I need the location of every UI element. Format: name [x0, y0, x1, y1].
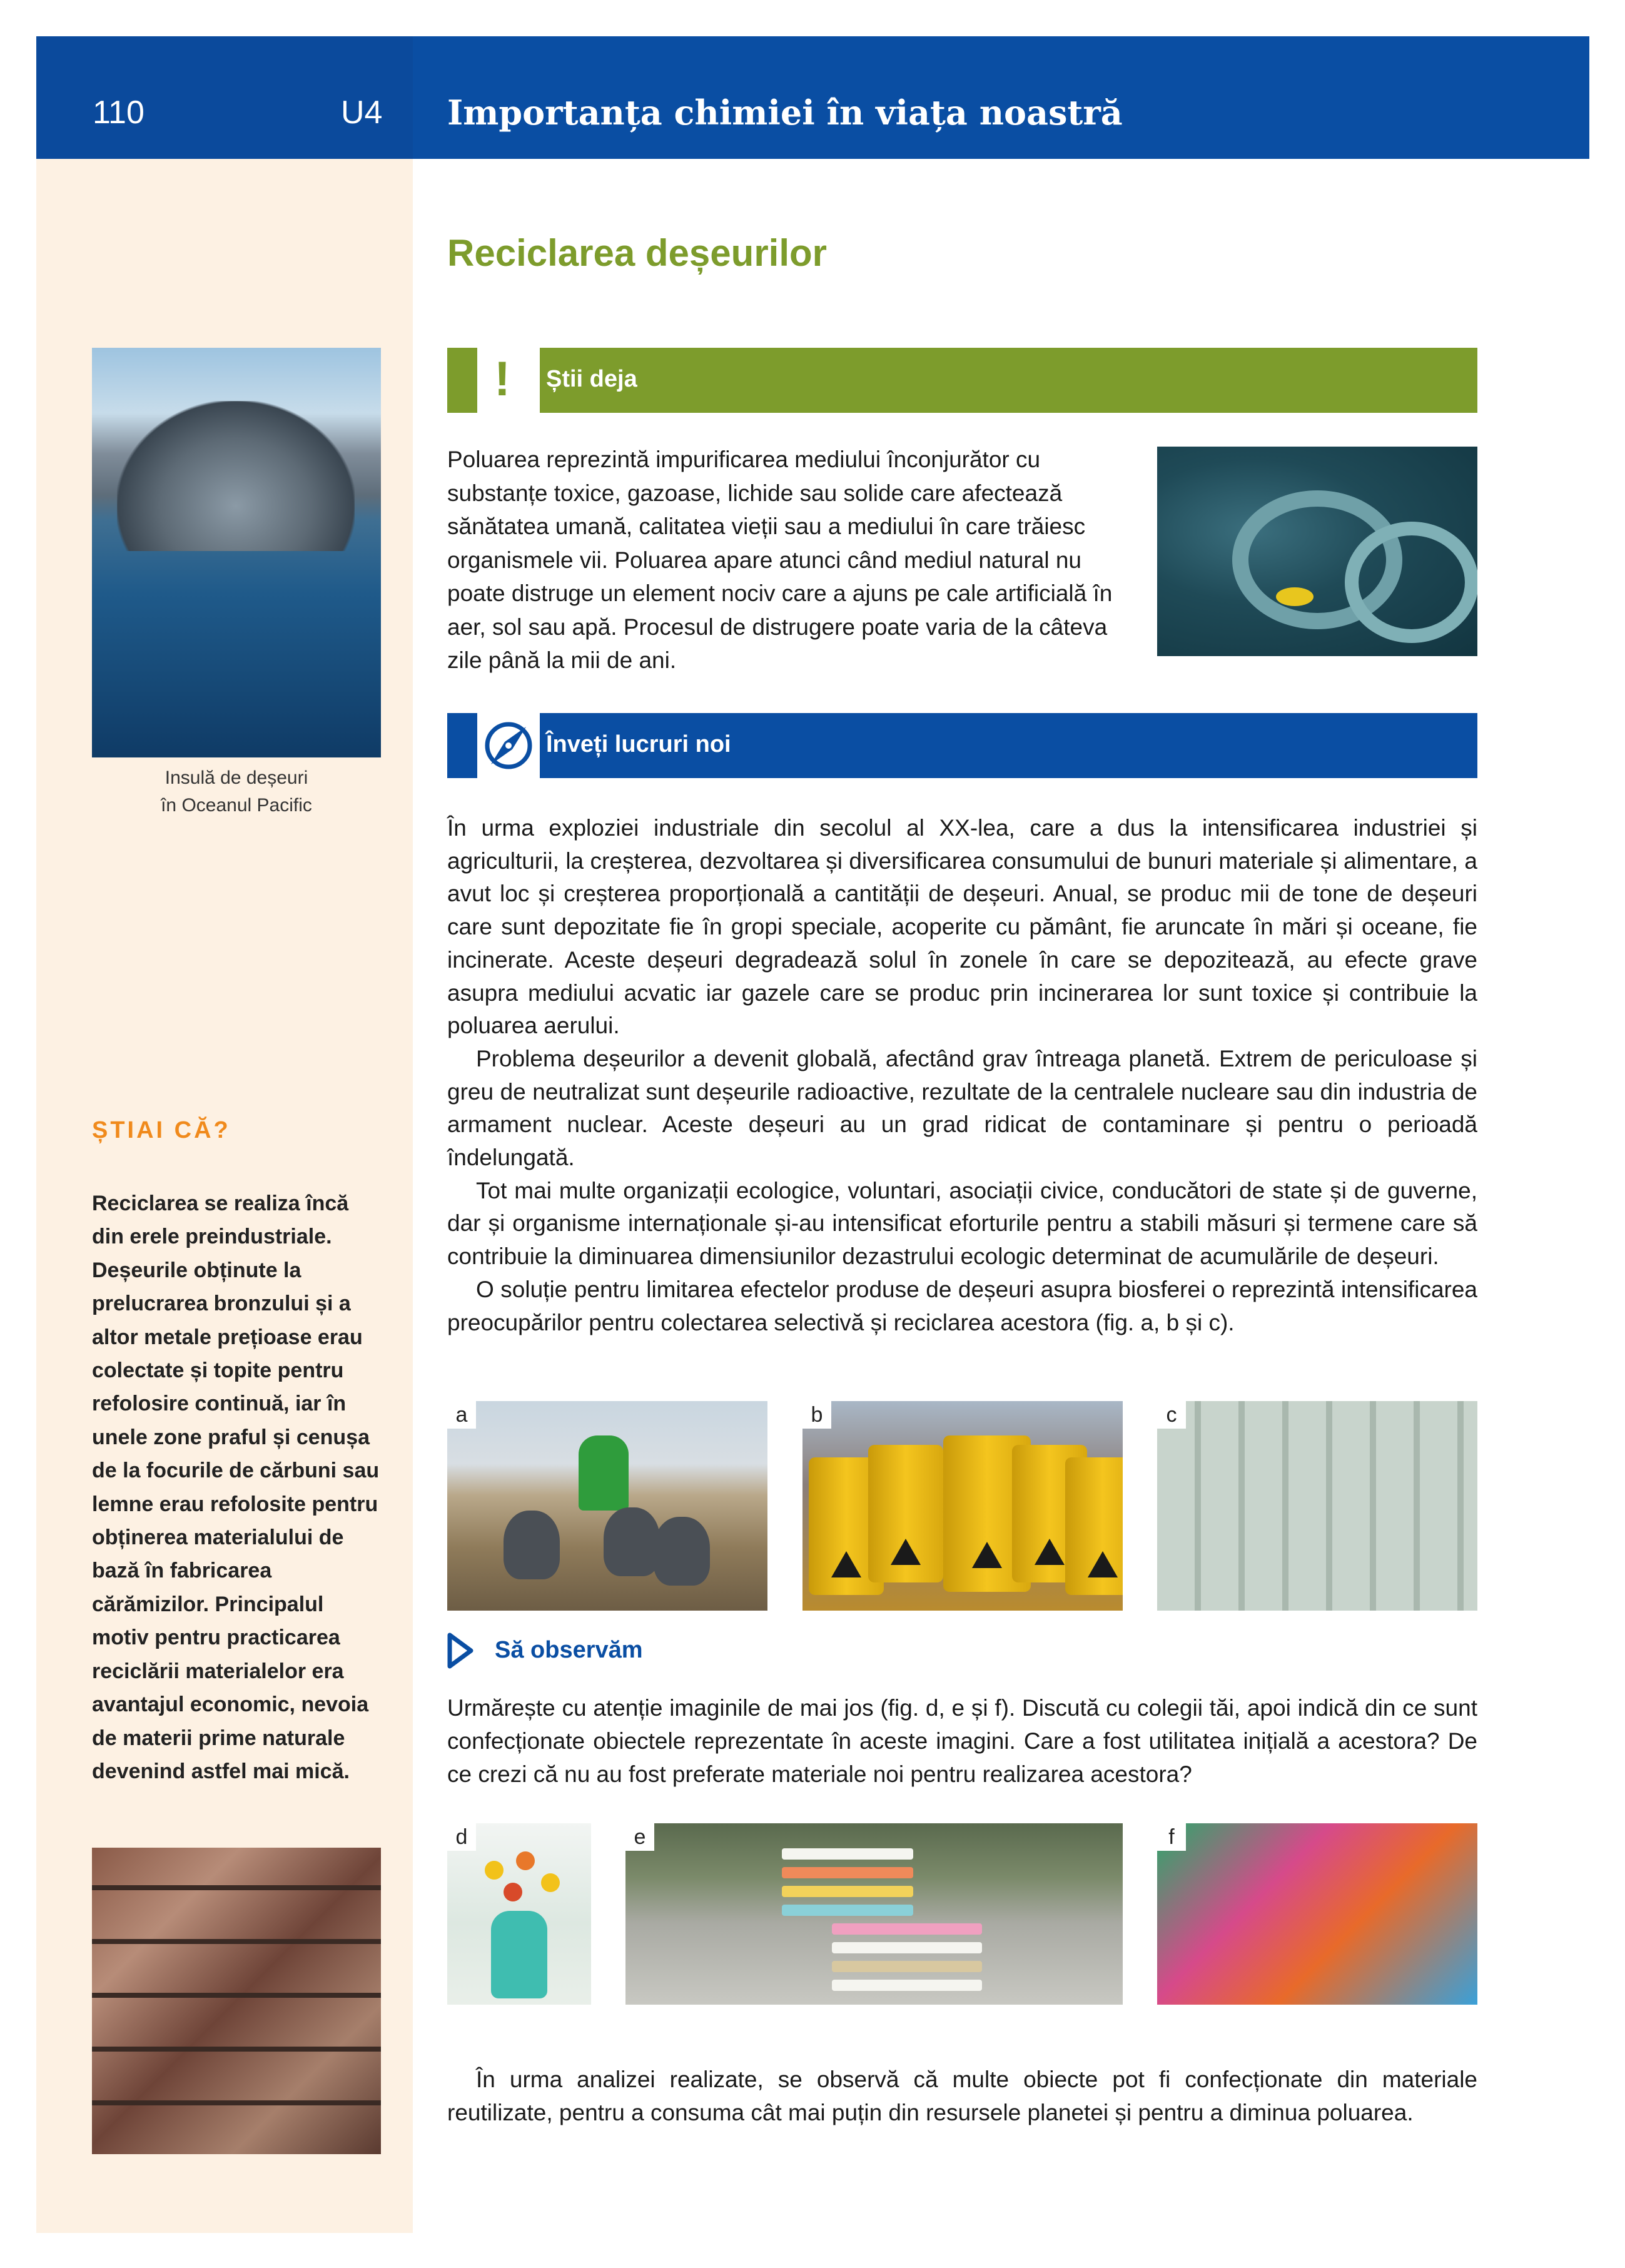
main-paragraph: Problema deșeurilor a devenit globală, afectând grav întreaga planetă. Extrem de periculoase și greu de neutralizat sunt deșeurile radioactive, rezultate de la centralele nucleare sau din industria de armament nuclear. Aceste deșeuri au un grad ridicat de contaminare și pentru o perioadă îndelungată.: [447, 1045, 1477, 1171]
figure-label: f: [1157, 1823, 1186, 1851]
garbage-island-caption: Insulă de deșeuri în Oceanul Pacific: [161, 767, 312, 816]
sa-observam-title: Să observăm: [495, 1637, 643, 1663]
page-number: 110: [93, 94, 144, 131]
figure-b-radioactive-barrels-image: [802, 1401, 1123, 1611]
compass-icon-box: [477, 713, 540, 778]
main-paragraph: Tot mai multe organizații ecologice, voluntari, asociații civice, conducători de state și de guverne, dar și organisme internaționale și-au intensificat eforturile pentru a stabili măsuri și termene care să contribuie la diminuarea dimensiunilor dezastrului ecologic determinat de acumulările de deșeuri.: [447, 1177, 1477, 1270]
exclamation-icon: !: [494, 351, 510, 406]
stiai-ca-text: Reciclarea se realiza încă din erele preindustriale. Deșeurile obținute la prelucrarea bronzului și a altor metale prețioase erau colectate și topite pentru refolosire continuă, iar în unele zone praful și cenușa de la focurile de cărbuni sau lemne erau refolosite pentru obținerea materialului de bază în fabricarea cărămizilor. Principalul motiv pentru practicarea reciclării materialelor era avantajul economic, nevoia de materii prime naturale devenind astfel mai mică.: [92, 1192, 380, 1783]
main-text: [447, 812, 1477, 1339]
underwater-tires-image: [1157, 447, 1477, 656]
figure-a-volunteer-image: [447, 1401, 767, 1611]
chapter-title: Importanța chimiei în viața noastră: [447, 93, 1123, 133]
figure-label: c: [1157, 1401, 1186, 1429]
main-paragraph: În urma exploziei industriale din secolul al XX-lea, care a dus la intensificarea industriei și agriculturii, la creșterea, dezvoltarea și diversificarea consumului de bunuri materiale și alimentare, a avut loc și creșterea proporțională a cantității de deșeuri. Anual, se produc mii de tone de deșeuri care sunt depozitate fie în gropi speciale, acoperite cu pământ, fie aruncate în mări și oceane, fie incinerate. Aceste deșeuri degradează solul în zonele în care se depozitează, au efecte grave asupra mediului acvatic iar gazele care se produc prin incinerarea lor sunt toxice și contribuie la poluarea aerului.: [447, 815, 1477, 1039]
stii-deja-label: Știi deja: [546, 366, 637, 392]
figure-label: e: [625, 1823, 654, 1851]
stiai-ca-title: ȘTIAI CĂ?: [92, 1117, 231, 1143]
figure-label: d: [447, 1823, 476, 1851]
figure-label: b: [802, 1401, 831, 1429]
stii-deja-text: Poluarea reprezintă impurificarea mediului înconjurător cu substanțe toxice, gazoase, lichide sau solide care afectează sănătatea umană, calitatea vieții sau a mediului în care trăiesc organismele vii. Poluarea apare atunci când mediul natural nu poate distruge un element nociv care a ajuns pe cale artificială în aer, sol sau apă. Procesul de distrugere poate varia de la câteva zile până la mii de ani.: [447, 447, 1113, 673]
conclusion-text: În urma analizei realizate, se observă că multe obiecte pot fi confecționate din materiale reutilizate, pentru a consuma cât mai puțin din resursele planetei și pentru a diminua poluarea.: [447, 2067, 1477, 2125]
bricks-image: [92, 1848, 381, 2154]
garbage-island-image: [92, 348, 381, 757]
figure-f-can-figurines-image: [1157, 1823, 1477, 2005]
figure-e-pallet-bench-image: [625, 1823, 1123, 2005]
compass-icon: [477, 713, 540, 778]
figure-label: a: [447, 1401, 476, 1429]
section-title: Reciclarea deșeurilor: [447, 232, 828, 274]
sa-observam-text: Urmărește cu atenție imaginile de mai jos (fig. d, e și f). Discută cu colegii tăi, apoi indică din ce sunt confecționate obiectele reprezentate în aceste imagini. Care a fost utilitatea inițială a acestora? De ce crezi că nu au fost preferate materiale noi pentru realizarea acestora?: [447, 1695, 1477, 1787]
figure-d-bottle-vase-image: [447, 1823, 591, 2005]
play-triangle-icon: [447, 1633, 473, 1669]
unit-label: U4: [341, 94, 383, 131]
inveti-label: Înveți lucruri noi: [546, 731, 731, 757]
figure-c-plastic-bales-image: [1157, 1401, 1477, 1611]
main-paragraph: O soluție pentru limitarea efectelor produse de deșeuri asupra biosferei o reprezintă intensificarea preocupărilor pentru colectarea selectivă și reciclarea acestora (fig. a, b și c).: [447, 1276, 1477, 1335]
